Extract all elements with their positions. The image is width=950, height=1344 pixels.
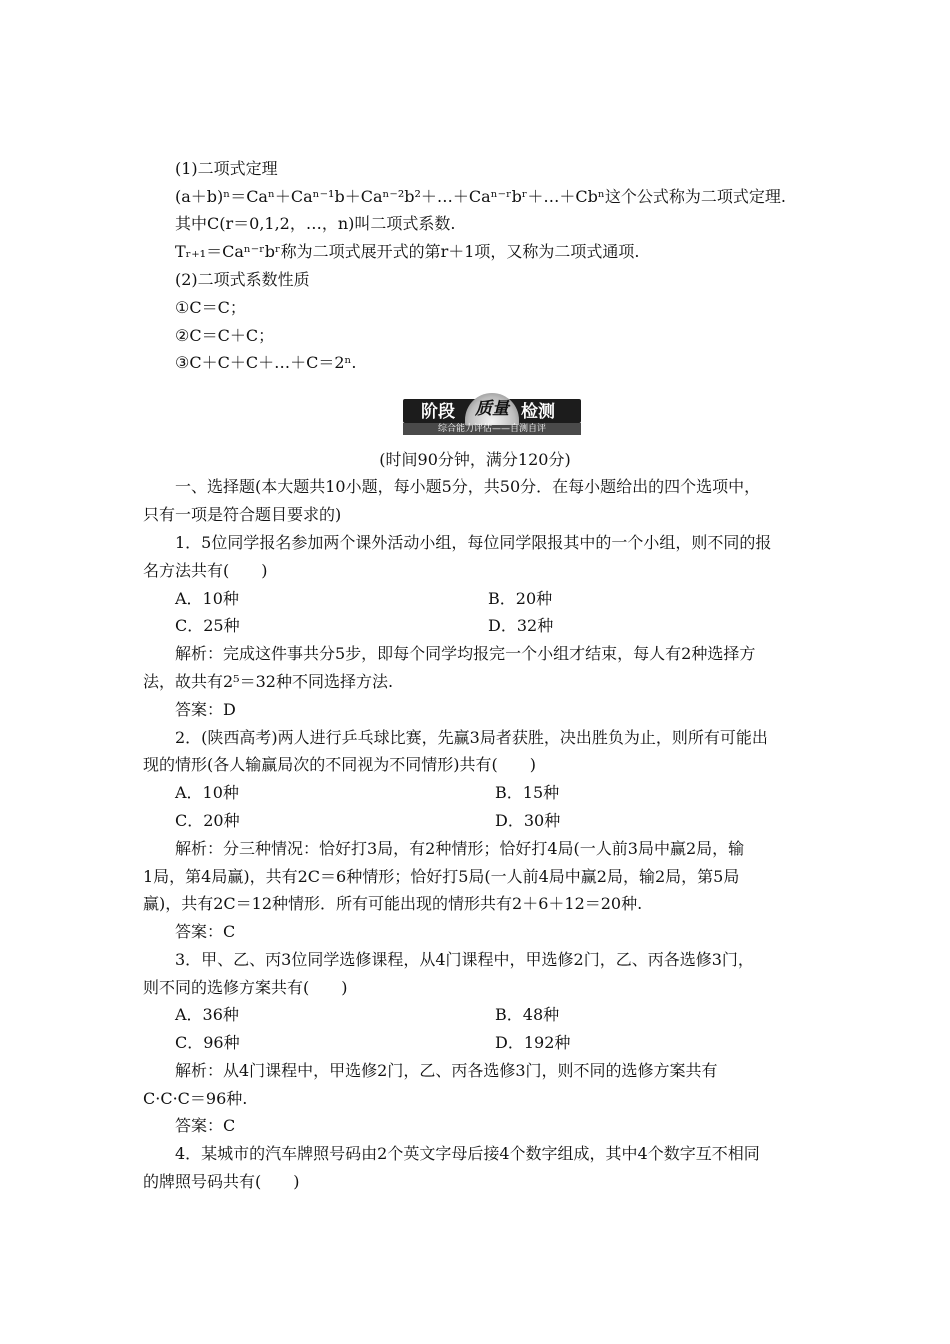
- q1-solution-line-2: 法，故共有2⁵＝32种不同选择方法.: [143, 672, 394, 691]
- q3-solution-line-2: C·C·C＝96种.: [143, 1089, 248, 1108]
- q4-stem-line-1: 4．某城市的汽车牌照号码由2个英文字母后接4个数字组成，其中4个数字互不相同: [175, 1144, 760, 1163]
- section-heading-line-2: 只有一项是符合题目要求的): [143, 505, 342, 524]
- section-heading-line-1: 一、选择题(本大题共10小题，每小题5分，共50分．在每小题给出的四个选项中，: [175, 477, 761, 496]
- q2-stem-line-1: 2．(陕西高考)两人进行乒乓球比赛，先赢3局者获胜，决出胜负为止，则所有可能出: [175, 728, 768, 747]
- property-2: ②C＝C＋C；: [175, 326, 275, 345]
- banner-mid-text: 质量: [475, 399, 509, 419]
- theory-heading-1: (1)二项式定理: [175, 159, 278, 178]
- q2-option-c: C．20种: [175, 811, 240, 830]
- q1-stem-line-1: 1．5位同学报名参加两个课外活动小组，每位同学限报其中的一个小组，则不同的报: [175, 533, 772, 552]
- property-1: ①C＝C；: [175, 298, 246, 317]
- binomial-coefficient-text: 其中C(r＝0,1,2，…，n)叫二项式系数.: [175, 214, 456, 233]
- q1-stem-line-2: 名方法共有( ): [143, 561, 268, 580]
- q2-solution-line-2: 1局，第4局赢)，共有2C＝6种情形；恰好打5局(一人前4局中赢2局，输2局，第5局: [143, 867, 740, 886]
- general-term-text: Tᵣ₊₁＝Caⁿ⁻ʳbʳ称为二项式展开式的第r＋1项，又称为二项式通项.: [175, 242, 640, 261]
- q1-solution-line-1: 解析：完成这件事共分5步，即每个同学均报完一个小组才结束，每人有2种选择方: [175, 644, 756, 663]
- q3-solution-line-1: 解析：从4门课程中，甲选修2门，乙、丙各选修3门，则不同的选修方案共有: [175, 1061, 718, 1080]
- q2-option-d: D．30种: [495, 811, 561, 830]
- q4-stem-line-2: 的牌照号码共有( ): [143, 1172, 300, 1191]
- q3-option-c: C．96种: [175, 1033, 240, 1052]
- property-3: ③C＋C＋C＋…＋C＝2ⁿ.: [175, 353, 357, 372]
- q3-stem-line-1: 3．甲、乙、丙3位同学选修课程，从4门课程中，甲选修2门，乙、丙各选修3门，: [175, 950, 754, 969]
- banner-right-text: 检测: [521, 402, 555, 422]
- q3-option-a: A．36种: [175, 1005, 239, 1024]
- q3-answer: 答案：C: [175, 1116, 236, 1135]
- q3-option-d: D．192种: [495, 1033, 571, 1052]
- time-and-score: (时间90分钟，满分120分): [379, 450, 571, 469]
- q1-option-c: C．25种: [175, 616, 240, 635]
- q3-option-b: B．48种: [495, 1005, 560, 1024]
- q3-stem-line-2: 则不同的选修方案共有( ): [143, 978, 348, 997]
- theory-heading-2: (2)二项式系数性质: [175, 270, 310, 289]
- q2-option-a: A．10种: [175, 783, 239, 802]
- q1-option-a: A．10种: [175, 589, 239, 608]
- q2-stem-line-2: 现的情形(各人输赢局次的不同视为不同情形)共有( ): [143, 755, 536, 774]
- banner-subtitle: 综合能力评估——自测自评: [437, 424, 546, 434]
- stage-quality-check-banner: [403, 393, 581, 439]
- binomial-theorem-formula: (a＋b)ⁿ＝Caⁿ＋Caⁿ⁻¹b＋Caⁿ⁻²b²＋…＋Caⁿ⁻ʳbʳ＋…＋Cbⁿ这个公式称为二项式定理.: [175, 187, 786, 206]
- q2-solution-line-3: 赢)，共有2C＝12种情形．所有可能出现的情形共有2＋6＋12＝20种.: [143, 894, 643, 913]
- q2-option-b: B．15种: [495, 783, 560, 802]
- banner-left-text: 阶段: [421, 402, 455, 422]
- q2-solution-line-1: 解析：分三种情况：恰好打3局，有2种情形；恰好打4局(一人前3局中赢2局，输: [175, 839, 745, 858]
- q1-answer: 答案：D: [175, 700, 236, 719]
- q1-option-d: D．32种: [488, 616, 554, 635]
- q1-option-b: B．20种: [488, 589, 553, 608]
- q2-answer: 答案：C: [175, 922, 236, 941]
